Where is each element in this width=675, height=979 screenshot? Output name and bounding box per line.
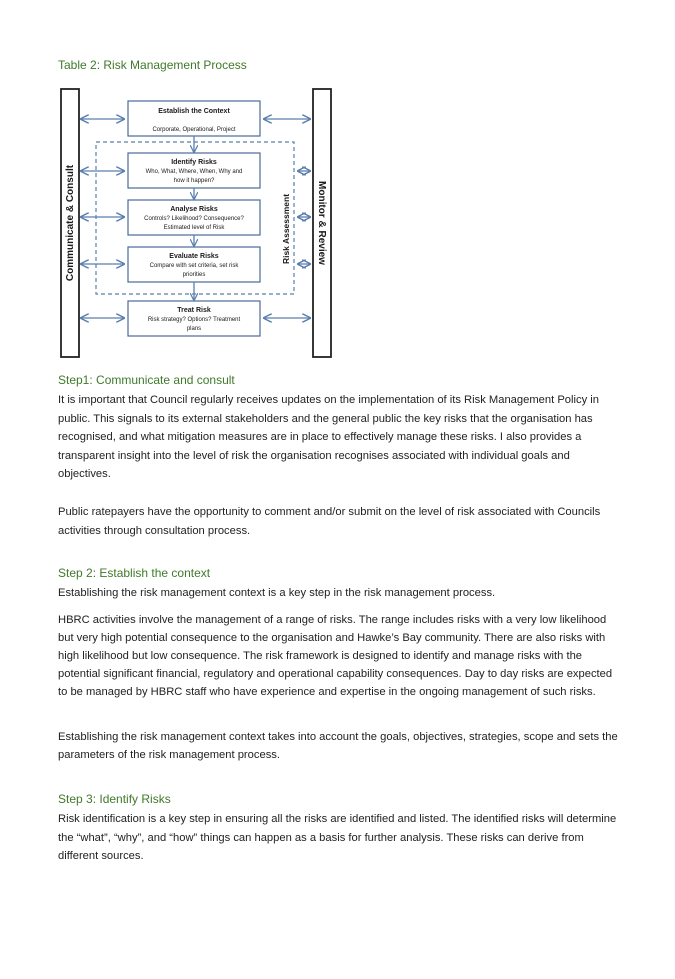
table-caption: Table 2: Risk Management Process bbox=[58, 58, 247, 72]
step3-paragraph-1: Risk identification is a key step in ensuring all the risks are identified and listed. The identified risks will determine the “what”, “why”, and “how” things can happen as a basis for further analysis. These risks can derive from different sources. bbox=[58, 813, 617, 862]
step2-heading: Step 2: Establish the context bbox=[58, 566, 211, 580]
box-title: Treat Risk bbox=[177, 307, 211, 314]
communicate-consult-label: Communicate & Consult bbox=[65, 164, 76, 282]
box-line: priorities bbox=[182, 272, 206, 278]
box-identify-risks bbox=[128, 153, 260, 188]
risk-management-process-diagram bbox=[58, 86, 338, 362]
box-line: how it happen? bbox=[173, 178, 215, 184]
box-title: Identify Risks bbox=[171, 159, 217, 166]
box-title: Establish the Context bbox=[158, 108, 230, 115]
box-analyse-risks bbox=[128, 200, 260, 235]
left-double-arrows bbox=[81, 119, 124, 318]
step2-paragraph-3: Establishing the risk management context takes into account the goals, objectives, strategies, scope and sets the parameters of the risk management process. bbox=[58, 731, 618, 761]
step1-paragraph-2: Public ratepayers have the opportunity to comment and/or submit on the level of risk associated with Councils activities through consultation process. bbox=[58, 506, 601, 537]
box-line: Corporate, Operational, Project bbox=[152, 127, 236, 133]
monitor-review-label: Monitor & Review bbox=[316, 181, 327, 265]
box-line: Who, What, Where, When, Why and bbox=[145, 169, 243, 175]
risk-assessment-label: Risk Assessment bbox=[281, 193, 291, 265]
box-line: Risk strategy? Options? Treatment bbox=[147, 317, 241, 323]
step3-heading: Step 3: Identify Risks bbox=[58, 792, 171, 806]
step2-paragraph-2: HBRC activities involve the management of a range of risks. The range includes risks with a very low likelihood but very high potential consequence to the organisation and Hawke’s Bay community. There are also risks with high likelihood but low consequence. The risk framework is designed to identify and manage risks with the potential significant financial, regulatory and operational capability consequences. Day to day risks are expected to be managed by HBRC staff who have experience and expertise in the ongoing management of such risks. bbox=[58, 614, 613, 698]
box-line: Estimated level of Risk bbox=[163, 225, 225, 231]
box-evaluate-risks bbox=[128, 247, 260, 282]
step1-heading: Step1: Communicate and consult bbox=[58, 373, 235, 387]
box-line: Compare with set criteria, set risk bbox=[149, 263, 239, 269]
box-establish-context bbox=[128, 101, 260, 136]
box-line: Controls? Likelihood? Consequence? bbox=[144, 216, 244, 222]
box-title: Analyse Risks bbox=[170, 206, 218, 213]
box-title: Evaluate Risks bbox=[169, 253, 219, 260]
box-line: plans bbox=[186, 326, 202, 332]
step1-paragraph-1: It is important that Council regularly receives updates on the implementation of its Risk Management Policy in public. This signals to its external stakeholders and the general public the key risks that the organisation has recognised, and what mitigation measures are in place to effectively manage these risks. I also provides a transparent insight into the level of risk the organisation recognises associated with individual goals and objectives. bbox=[58, 394, 599, 480]
box-treat-risk bbox=[128, 301, 260, 336]
step2-paragraph-1: Establishing the risk management context is a key step in the risk management process. bbox=[58, 587, 496, 599]
